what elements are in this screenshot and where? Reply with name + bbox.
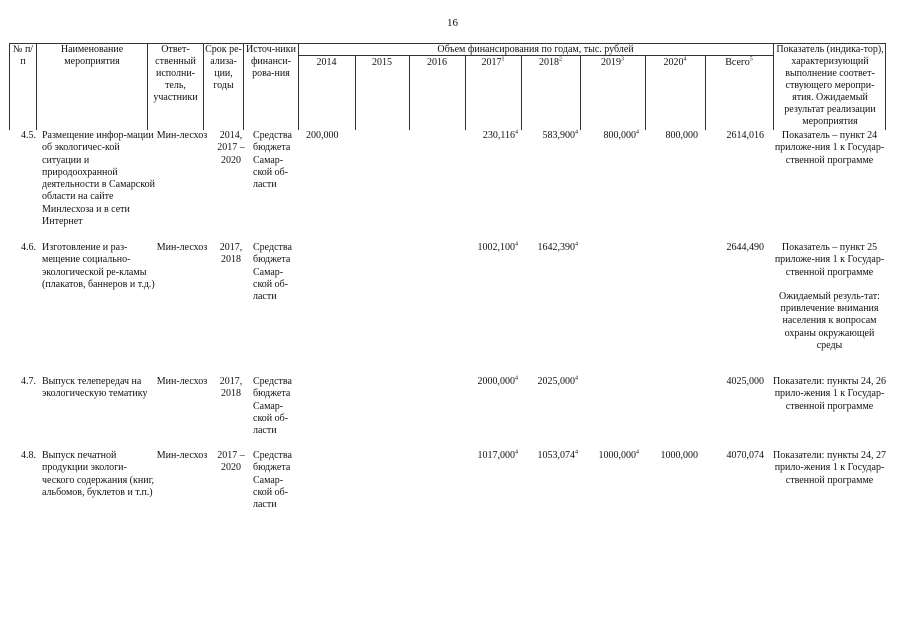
- row-responsible: Мин-лесхоз: [156, 450, 208, 461]
- row-indicator: [773, 376, 886, 413]
- row-name: Выпуск печатной продукции экологи-ческого содержания (книг, альбомов, буклетов и т.п.): [42, 450, 155, 498]
- header-term: Срок ре-ализа-ции, годы: [205, 44, 242, 91]
- header-year: Всего$^5$: [725, 56, 753, 68]
- header-year: 2017$^1$: [481, 56, 505, 68]
- row-source: Средства бюджета Самар-ской об-ласти: [253, 242, 292, 303]
- row-responsible: Мин-лесхоз: [156, 242, 208, 253]
- header-year: 2019$^3$: [601, 56, 624, 68]
- value-2017: 1017,000$^4$: [477, 449, 518, 461]
- row-source: Средства бюджета Самар-ской об-ласти: [253, 450, 292, 511]
- row-number: 4.5.: [21, 130, 36, 141]
- value-2017: 230,116$^4$: [482, 129, 518, 141]
- table-header: [9, 43, 886, 130]
- value-2017: 1002,100$^4$: [477, 241, 518, 253]
- row-name: Изготовление и раз-мещение социально-экологической ре-кламы (плакатов, баннеров и т.д.): [42, 242, 155, 290]
- row-responsible: Мин-лесхоз: [156, 130, 208, 141]
- row-number: 4.6.: [21, 242, 36, 253]
- header-year: 2015: [372, 57, 392, 68]
- header-name: Наименование мероприятия: [60, 44, 124, 67]
- value-total: 2614,016: [726, 130, 764, 141]
- row-term: 2017, 2018: [219, 242, 243, 266]
- row-indicator: [773, 130, 886, 167]
- expected-result: Ожидаемый резуль-тат: привлечение внимания населения к вопросам охраны окружающей среды: [779, 290, 880, 352]
- value-total: 2644,490: [726, 242, 764, 253]
- row-number: 4.7.: [21, 376, 36, 387]
- row-term: 2014, 2017 – 2020: [217, 130, 245, 166]
- row-name: Выпуск телепередач на экологическую тематику: [42, 376, 148, 400]
- row-number: 4.8.: [21, 450, 36, 461]
- value-2018: 2025,000$^4$: [537, 375, 578, 387]
- row-indicator: [773, 450, 886, 487]
- value-2019: 800,000$^4$: [603, 129, 639, 141]
- row-indicator: [773, 242, 886, 352]
- header-indicator: Показатель (индика-тор), характеризующий выполнение соответ-ствующего меропри-ятия. Ожидаемый результат реализации мероприятия: [776, 44, 884, 127]
- indicator-text: Показатель – пункт 24 приложе-ния 1 к Государ-ственной программе: [774, 130, 885, 166]
- row-source: Средства бюджета Самар-ской об-ласти: [253, 376, 292, 437]
- indicator-text: Показатели: пункты 24, 26 прило-жения 1 к Государ-ственной программе: [773, 376, 886, 412]
- row-term: 2017, 2018: [219, 376, 243, 400]
- value-2019: 1000,000$^4$: [598, 449, 639, 461]
- value-2018: 1642,390$^4$: [537, 241, 578, 253]
- row-responsible: Мин-лесхоз: [156, 376, 208, 387]
- header-year: 2018$^2$: [539, 56, 562, 68]
- header-source: Источ-ники финанси-рова-ния: [246, 44, 296, 79]
- value-2018: 1053,074$^4$: [537, 449, 578, 461]
- value-total: 4025,000: [726, 376, 764, 387]
- col-divider: [243, 43, 244, 130]
- page-number: 16: [447, 17, 458, 29]
- value-2014: 200,000: [306, 130, 339, 141]
- header-year: 2020$^4$: [663, 56, 687, 68]
- header-financing: Объем финансирования по годам, тыс. рублей: [437, 44, 634, 55]
- row-name: Размещение инфор-мации об экологичес-кой ситуации и природоохранной деятельности в Самарской области на сайте Минлесхоза и в сети Интернет: [42, 130, 155, 228]
- header-num: № п/п: [12, 44, 34, 67]
- row-source: Средства бюджета Самар-ской об-ласти: [253, 130, 292, 191]
- value-total: 4070,074: [726, 450, 764, 461]
- header-responsible: Ответ-ственный исполни-тель, участники: [153, 44, 198, 103]
- value-2018: 583,900$^4$: [542, 129, 578, 141]
- header-year: 2016: [427, 57, 447, 68]
- value-2020: 1000,000: [660, 450, 698, 461]
- value-2020: 800,000: [665, 130, 698, 141]
- indicator-text: Показатель – пункт 25 приложе-ния 1 к Государ-ственной программе: [774, 242, 885, 278]
- header-year: 2014: [316, 57, 337, 68]
- row-term: 2017 – 2020: [217, 450, 245, 474]
- value-2017: 2000,000$^4$: [477, 375, 518, 387]
- indicator-text: Показатели: пункты 24, 27 прило-жения 1 к Государ-ственной программе: [773, 450, 886, 486]
